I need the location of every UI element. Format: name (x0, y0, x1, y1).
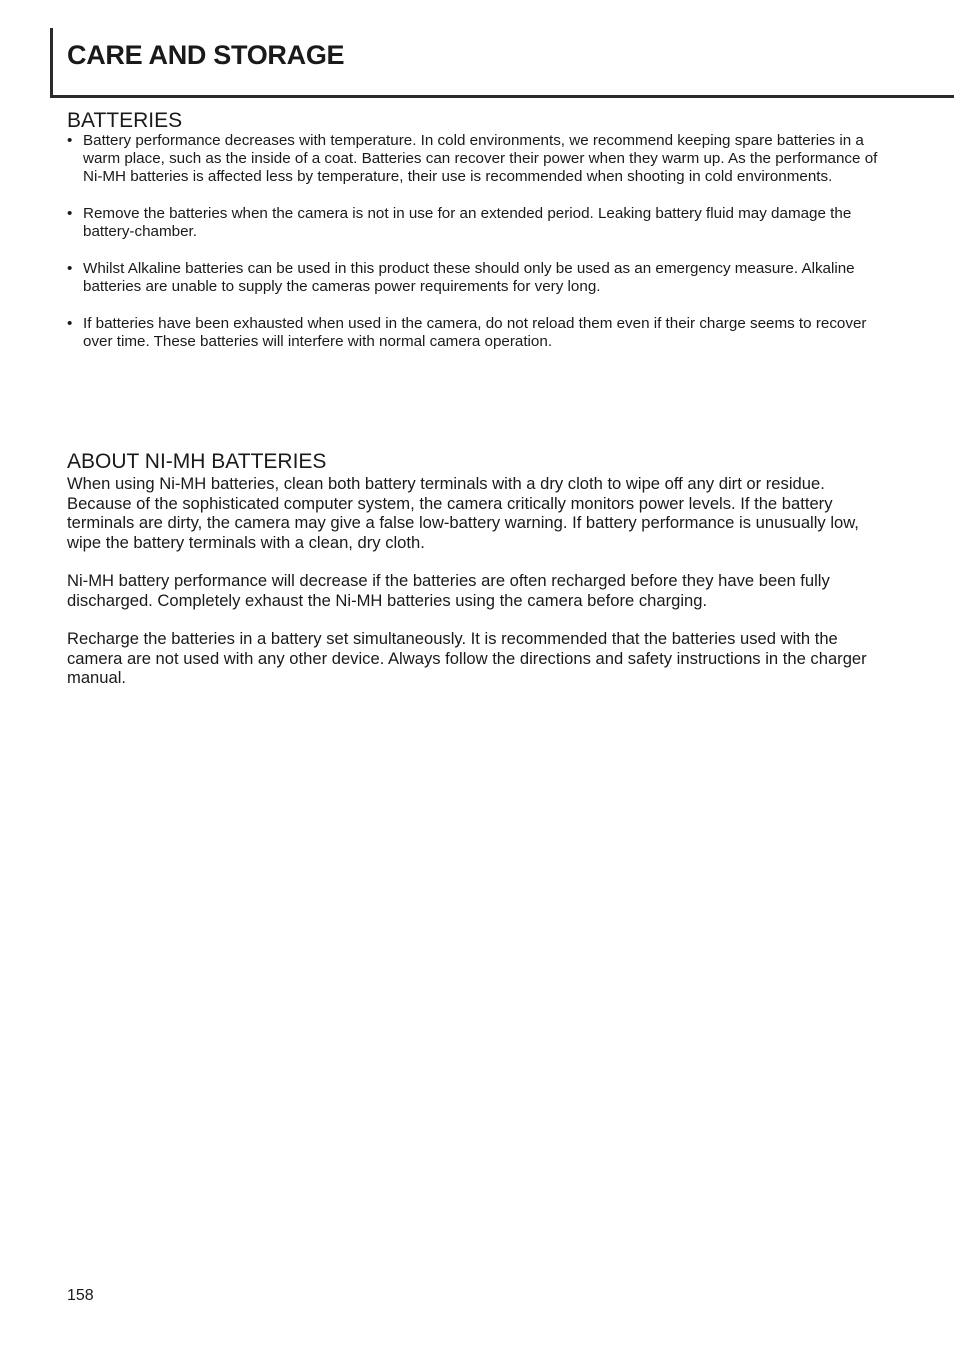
list-item-text: Battery performance decreases with temperature. In cold environments, we recommend keeping spare batteries in a warm place, such as the inside of a coat. Batteries can recover their power when they warm up. As the performance of Ni-MH batteries is affected less by temperature, their use is recommended when shooting in cold environments. (83, 132, 878, 186)
list-item-text: Whilst Alkaline batteries can be used in this product these should only be used as an emergency measure. Alkaline batteries are unable to supply the cameras power requirements for very long. (83, 260, 855, 296)
bullet-icon: • (67, 260, 73, 278)
title-rule-horizontal (50, 95, 954, 98)
nimh-paragraph: Ni-MH battery performance will decrease if the batteries are often recharged before they have been fully discharged. Completely exhaust the Ni-MH batteries using the camera before charging. (67, 571, 830, 610)
nimh-body (67, 474, 892, 707)
list-item (67, 260, 897, 296)
nimh-paragraph: Recharge the batteries in a battery set simultaneously. It is recommended that the batteries used with the camera are not used with any other device. Always follow the directions and safety instructions in the charger manual. (67, 629, 867, 687)
page-title: CARE AND STORAGE (67, 40, 345, 70)
page-number: 158 (67, 1287, 94, 1304)
bullet-icon: • (67, 205, 73, 223)
batteries-list (67, 132, 897, 370)
nimh-heading: ABOUT NI-MH BATTERIES (67, 450, 327, 473)
batteries-heading: BATTERIES (67, 109, 183, 132)
bullet-icon: • (67, 132, 73, 149)
list-item (67, 315, 897, 351)
list-item (67, 132, 897, 187)
bullet-icon: • (67, 314, 73, 332)
title-rule-vertical (50, 28, 53, 98)
list-item (67, 205, 897, 241)
list-item-text: If batteries have been exhausted when used in the camera, do not reload them even if their charge seems to recover over time. These batteries will interfere with normal camera operation. (83, 314, 867, 351)
nimh-paragraph: When using Ni-MH batteries, clean both battery terminals with a dry cloth to wipe off any dirt or residue. Because of the sophisticated computer system, the camera critically monitors power levels. If the battery terminals are dirty, the camera may give a false low-battery warning. If battery performance is unusually low, wipe the battery terminals with a clean, dry cloth. (67, 474, 859, 552)
list-item-text: Remove the batteries when the camera is not in use for an extended period. Leaking battery fluid may damage the battery-chamber. (83, 205, 852, 241)
